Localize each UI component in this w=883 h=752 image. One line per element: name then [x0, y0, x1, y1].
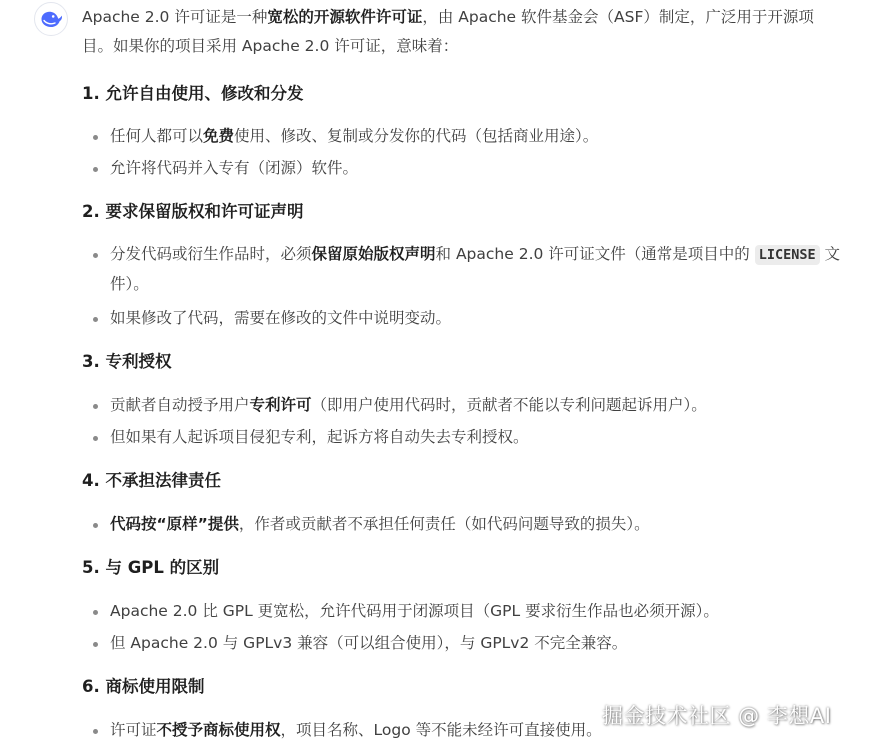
list-item: 许可证不授予商标使用权，项目名称、Logo 等不能未经许可直接使用。 [82, 716, 842, 745]
list-item: Apache 2.0 比 GPL 更宽松，允许代码用于闭源项目（GPL 要求衍生作品也必须开源）。 [82, 597, 842, 626]
list-item: 如果修改了代码，需要在修改的文件中说明变动。 [82, 304, 842, 333]
list-item: 贡献者自动授予用户专利许可（即用户使用代码时，贡献者不能以专利问题起诉用户）。 [82, 391, 842, 420]
assistant-message [82, 0, 842, 745]
section-title-5: 5. 与 GPL 的区别 [82, 558, 220, 577]
list-item: 任何人都可以免费使用、修改、复制或分发你的代码（包括商业用途）。 [82, 122, 842, 151]
section-title-6: 6. 商标使用限制 [82, 677, 205, 696]
section-title-3: 3. 专利授权 [82, 352, 172, 371]
watermark: 掘金技术社区 @ 李想AI [602, 704, 832, 728]
section-5-list [82, 597, 842, 658]
section-3-list [82, 391, 842, 452]
list-item: 但如果有人起诉项目侵犯专利，起诉方将自动失去专利授权。 [82, 423, 842, 452]
list-item: 允许将代码并入专有（闭源）软件。 [82, 154, 842, 183]
assistant-avatar [34, 2, 68, 36]
intro-paragraph: Apache 2.0 许可证是一种宽松的开源软件许可证，由 Apache 软件基金会（ASF）制定，广泛用于开源项目。如果你的项目采用 Apache 2.0 许可证，意味着： [82, 8, 814, 55]
whale-logo-icon [39, 9, 63, 29]
list-item: 代码按“原样”提供，作者或贡献者不承担任何责任（如代码问题导致的损失）。 [82, 510, 842, 539]
section-title-4: 4. 不承担法律责任 [82, 471, 221, 490]
section-2-list [82, 240, 842, 333]
section-1-list [82, 122, 842, 183]
section-title-2: 2. 要求保留版权和许可证声明 [82, 202, 304, 221]
list-item: 但 Apache 2.0 与 GPLv3 兼容（可以组合使用），与 GPLv2 不完全兼容。 [82, 629, 842, 658]
inline-code: LICENSE [755, 245, 820, 265]
section-title-1: 1. 允许自由使用、修改和分发 [82, 84, 304, 103]
list-item: 分发代码或衍生作品时，必须保留原始版权声明和 Apache 2.0 许可证文件（通常是项目中的 LICENSE 文件）。 [82, 240, 842, 299]
section-4-list [82, 510, 842, 539]
